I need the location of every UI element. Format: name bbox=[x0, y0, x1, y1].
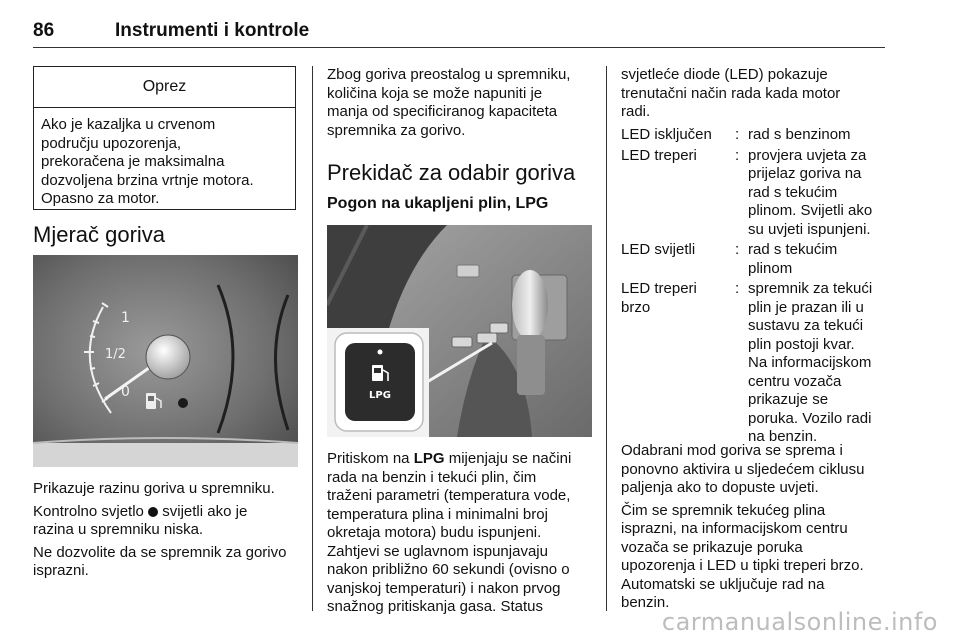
table-row: LED isključen : rad s benzinom bbox=[621, 126, 851, 143]
table-row: LED treperi brzo : spremnik za tekući plin je prazan ili u sustavu za tekući plin postoji kvar. Na informacijskom centru vozača prikazuje se poruka. Vozilo radi na benzin. bbox=[621, 280, 873, 445]
page-number: 86 bbox=[33, 20, 55, 41]
fuel-gauge-heading: Mjerač goriva bbox=[33, 222, 166, 247]
lpg-description: Pritiskom na LPG mijenjaju se načini rada na benzin i tekući plin, čim traženi parametri (temperatura vode, temperatura plina i minimalni broj okretaja motora) budu ispunjeni. Zahtjevi se uglavnom ispunjavaju nakon približno 60 sekundi (ovisno o vanjskoj temperaturi) i nakon prvog snažnog pritiskanja gasa. Status bbox=[327, 450, 572, 615]
header-rule bbox=[33, 47, 885, 48]
table-row: LED treperi : provjera uvjeta za prijelaz goriva na rad s tekućim plinom. Svijetli ako su uvjeti ispunjeni. bbox=[621, 146, 873, 238]
lpg-switch-figure bbox=[327, 225, 592, 437]
right-intro: svjetleće diode (LED) pokazuje trenutačni način rada kada motor radi. bbox=[621, 66, 841, 120]
page-title: Instrumenti i kontrole bbox=[115, 20, 310, 41]
caution-title: Oprez bbox=[34, 67, 295, 108]
lpg-switch-illustration bbox=[327, 225, 592, 437]
warning-dot-icon bbox=[148, 507, 158, 517]
gauge-scale-full: 1 bbox=[121, 310, 130, 326]
table-row: LED svijetli : rad s tekućim plinom bbox=[621, 241, 838, 277]
fuel-gauge-illustration bbox=[33, 255, 298, 467]
caution-line: Opasno za motor. bbox=[41, 190, 160, 207]
caution-line: dozvoljena brzina vrtnje motora. bbox=[41, 171, 254, 189]
empty-tank-para: Čim se spremnik tekućeg plina isprazni, na informacijskom centru vozača se prikazuje poruka upozorenja i LED u tipki treperi brzo. Automatski se uključuje rad na benzin. bbox=[621, 501, 864, 611]
caution-line: prekoračena je maksimalna bbox=[41, 153, 225, 170]
lpg-button-label: LPG bbox=[369, 390, 391, 401]
column-divider-1 bbox=[312, 66, 313, 611]
fuel-gauge-para-2: Kontrolno svjetlo svijetli ako je razina u spremniku niska. bbox=[33, 502, 248, 538]
gauge-scale-empty: 0 bbox=[121, 384, 130, 400]
gauge-scale-half: 1/2 bbox=[105, 347, 126, 362]
caution-line: Ako je kazaljka u crvenom bbox=[41, 116, 216, 133]
led-status-table bbox=[621, 126, 884, 449]
caution-box bbox=[33, 66, 296, 210]
column-divider-2 bbox=[606, 66, 607, 611]
fuel-gauge-figure bbox=[33, 255, 298, 467]
middle-intro: Zbog goriva preostalog u spremniku, količina koja se može napuniti je manja od specificiranog kapaciteta spremnika za gorivo. bbox=[327, 66, 571, 139]
fuel-mode-memory-para: Odabrani mod goriva se sprema i ponovno aktivira u sljedećem ciklusu paljenja ako to dopuste uvjeti. bbox=[621, 442, 865, 496]
fuel-selector-heading: Prekidač za odabir goriva bbox=[327, 160, 576, 185]
watermark: carmanualsonline.info bbox=[661, 608, 938, 636]
lpg-subheading: Pogon na ukapljeni plin, LPG bbox=[327, 195, 549, 212]
fuel-gauge-text bbox=[33, 480, 303, 581]
gauge-hub bbox=[146, 335, 190, 379]
fuel-gauge-para-1: Prikazuje razinu goriva u spremniku. bbox=[33, 480, 275, 497]
lpg-led-icon bbox=[378, 350, 383, 355]
page-header bbox=[33, 20, 885, 48]
caution-line: području upozorenja, bbox=[41, 134, 182, 152]
lpg-key-term: LPG bbox=[413, 450, 445, 467]
caution-text bbox=[34, 108, 295, 217]
lpg-button bbox=[345, 343, 415, 421]
right-paragraphs bbox=[621, 442, 891, 613]
fuel-gauge-para-3: Ne dozvolite da se spremnik za gorivo isprazni. bbox=[33, 543, 287, 579]
low-fuel-indicator-icon bbox=[178, 398, 188, 408]
